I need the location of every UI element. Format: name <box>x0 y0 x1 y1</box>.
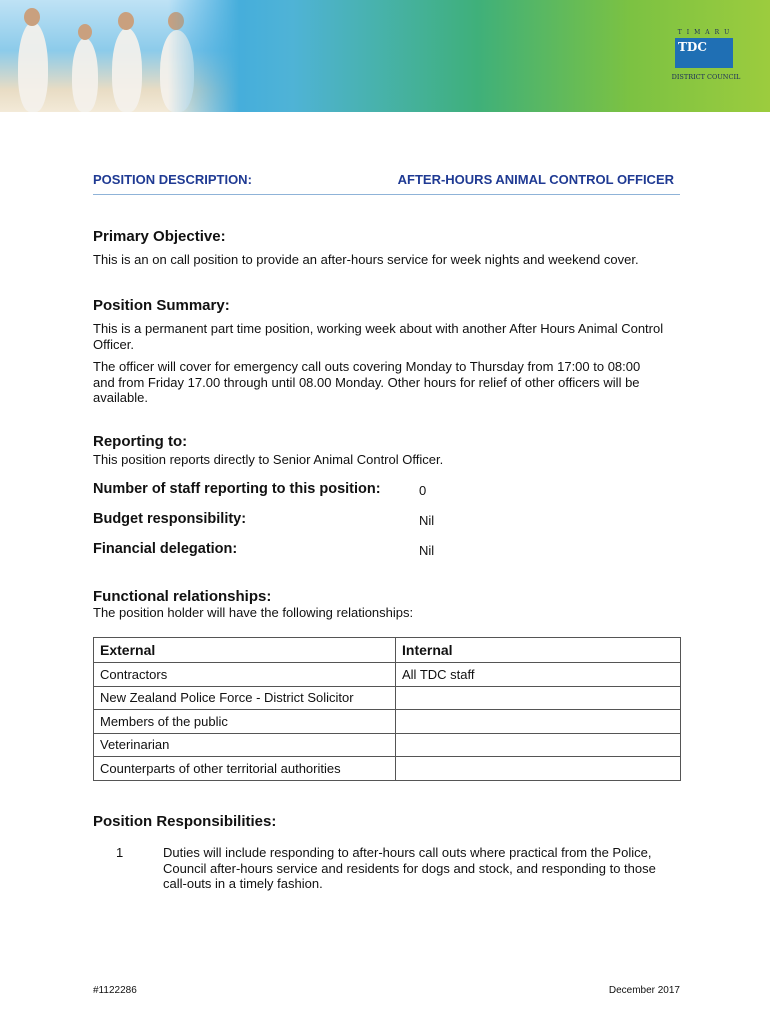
financial-delegation-value: Nil <box>419 543 435 558</box>
document-type-label: POSITION DESCRIPTION: <box>93 172 252 187</box>
budget-responsibility-value: Nil <box>419 513 435 528</box>
external-cell: Veterinarian <box>94 733 396 757</box>
logo-brand-text: TIMARU <box>677 29 735 36</box>
document-id: #1122286 <box>93 985 137 996</box>
responsibility-number: 1 <box>116 845 124 860</box>
table-row <box>94 710 681 734</box>
table-row <box>94 757 681 781</box>
budget-responsibility-label: Budget responsibility: <box>93 511 247 527</box>
document-title-row <box>93 172 680 195</box>
internal-cell <box>396 710 681 734</box>
position-summary-heading: Position Summary: <box>93 297 230 314</box>
external-cell: Counterparts of other territorial authorities <box>94 757 396 781</box>
functional-relationships-intro: The position holder will have the following relationships: <box>93 605 414 620</box>
reporting-heading: Reporting to: <box>93 433 188 450</box>
staff-reporting-label: Number of staff reporting to this position: <box>93 481 381 497</box>
table-row <box>94 663 681 687</box>
position-responsibilities-heading: Position Responsibilities: <box>93 813 277 830</box>
staff-reporting-value: 0 <box>419 483 427 498</box>
header-banner <box>0 0 770 112</box>
position-summary-paragraph-2: The officer will cover for emergency call outs covering Monday to Thursday from 17:00 to 08:00 and from Friday 17.00 through until 08.00 Monday. Other hours for relief of other officers will be available. <box>93 359 641 405</box>
internal-cell <box>396 733 681 757</box>
logo-subtitle: DISTRICT COUNCIL <box>671 73 741 81</box>
internal-cell <box>396 686 681 710</box>
logo-mark <box>675 38 733 68</box>
family-beach-photo <box>0 0 240 112</box>
external-cell: New Zealand Police Force - District Solicitor <box>94 686 396 710</box>
primary-objective-heading: Primary Objective: <box>93 228 226 245</box>
internal-cell: All TDC staff <box>396 663 681 687</box>
logo-mark-text: TDC <box>678 40 707 54</box>
tdc-logo <box>668 29 741 87</box>
internal-column-header: Internal <box>396 638 681 663</box>
financial-delegation-label: Financial delegation: <box>93 541 238 557</box>
document-date: December 2017 <box>608 985 680 996</box>
table-row <box>94 733 681 757</box>
reporting-text: This position reports directly to Senior Animal Control Officer. <box>93 452 444 467</box>
external-cell: Members of the public <box>94 710 396 734</box>
external-column-header: External <box>94 638 396 663</box>
table-row <box>94 686 681 710</box>
primary-objective-text: This is an on call position to provide an after-hours service for week nights and weekend cover. <box>93 252 639 267</box>
relationships-table <box>93 637 681 781</box>
responsibility-text: Duties will include responding to after-hours call outs where practical from the Police, Council after-hours service and residents for dogs and stock, and responding to those call-outs in a timely fashion. <box>163 845 656 891</box>
position-title: AFTER-HOURS ANIMAL CONTROL OFFICER <box>397 172 674 187</box>
external-cell: Contractors <box>94 663 396 687</box>
table-header-row <box>94 638 681 663</box>
internal-cell <box>396 757 681 781</box>
position-summary-paragraph-1: This is a permanent part time position, working week about with another After Hours Animal Control Officer. <box>93 321 664 352</box>
functional-relationships-heading: Functional relationships: <box>93 588 272 605</box>
